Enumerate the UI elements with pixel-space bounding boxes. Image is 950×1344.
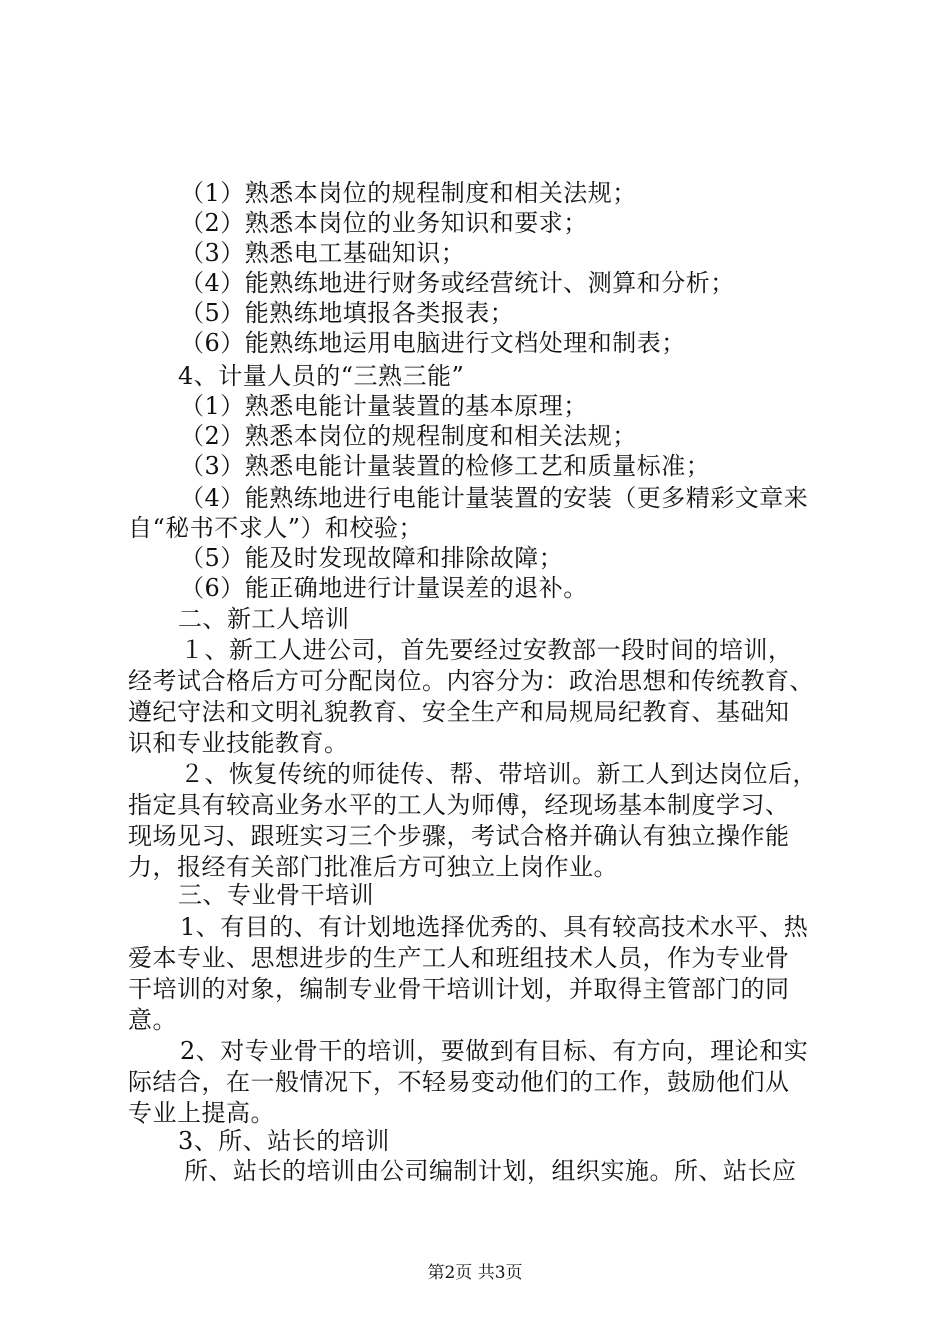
text-line: （1）熟悉本岗位的规程制度和相关法规； [180,179,637,207]
text-line: （6）能正确地进行计量误差的退补。 [180,574,588,602]
text-line: （2）熟悉本岗位的规程制度和相关法规； [180,422,637,450]
text-line: 经考试合格后方可分配岗位。内容分为：政治思想和传统教育、 [128,667,814,695]
text-line: 指定具有较高业务水平的工人为师傅，经现场基本制度学习、 [128,791,790,819]
text-line: 2、对专业骨干的培训，要做到有目标、有方向，理论和实 [180,1037,809,1065]
section-heading: 二、新工人培训 [178,605,350,633]
section-heading: 4、计量人员的“三熟三能” [178,362,465,390]
section-heading: 三、专业骨干培训 [178,881,374,909]
section-heading: 3、所、站长的培训 [178,1127,390,1155]
text-line: 爱本专业、思想进步的生产工人和班组技术人员，作为专业骨 [128,944,790,972]
text-line: 现场见习、跟班实习三个步骤，考试合格并确认有独立操作能 [128,822,790,850]
text-line: 识和专业技能教育。 [128,729,349,757]
text-line: （4）能熟练地进行财务或经营统计、测算和分析； [180,269,735,297]
text-line: 干培训的对象，编制专业骨干培训计划，并取得主管部门的同 [128,975,790,1003]
page-footer: 第2页 共3页 [427,1263,523,1283]
text-line: （2）熟悉本岗位的业务知识和要求； [180,209,588,237]
text-line: 力，报经有关部门批准后方可独立上岗作业。 [128,853,618,881]
text-line: （6）能熟练地运用电脑进行文档处理和制表； [180,329,686,357]
text-line: １、新工人进公司，首先要经过安教部一段时间的培训， [180,636,793,664]
text-line: 所、站长的培训由公司编制计划，组织实施。所、站长应 [184,1157,797,1185]
text-line: （5）能熟练地填报各类报表； [180,299,515,327]
text-line: （3）熟悉电工基础知识； [180,239,466,267]
text-line: 遵纪守法和文明礼貌教育、安全生产和局规局纪教育、基础知 [128,698,790,726]
text-line: （3）熟悉电能计量装置的检修工艺和质量标准； [180,452,711,480]
text-line: ２、恢复传统的师徒传、帮、带培训。新工人到达岗位后， [180,760,817,788]
text-line: （4）能熟练地进行电能计量装置的安装（更多精彩文章来 [180,484,809,512]
text-line: 专业上提高。 [128,1099,275,1127]
text-line: （1）熟悉电能计量装置的基本原理； [180,392,588,420]
text-line: 自“秘书不求人”）和校验； [128,514,424,542]
text-line: （5）能及时发现故障和排除故障； [180,544,564,572]
text-line: 际结合，在一般情况下，不轻易变动他们的工作，鼓励他们从 [128,1068,790,1096]
text-line: 意。 [128,1006,177,1034]
text-line: 1、有目的、有计划地选择优秀的、具有较高技术水平、热 [180,913,809,941]
